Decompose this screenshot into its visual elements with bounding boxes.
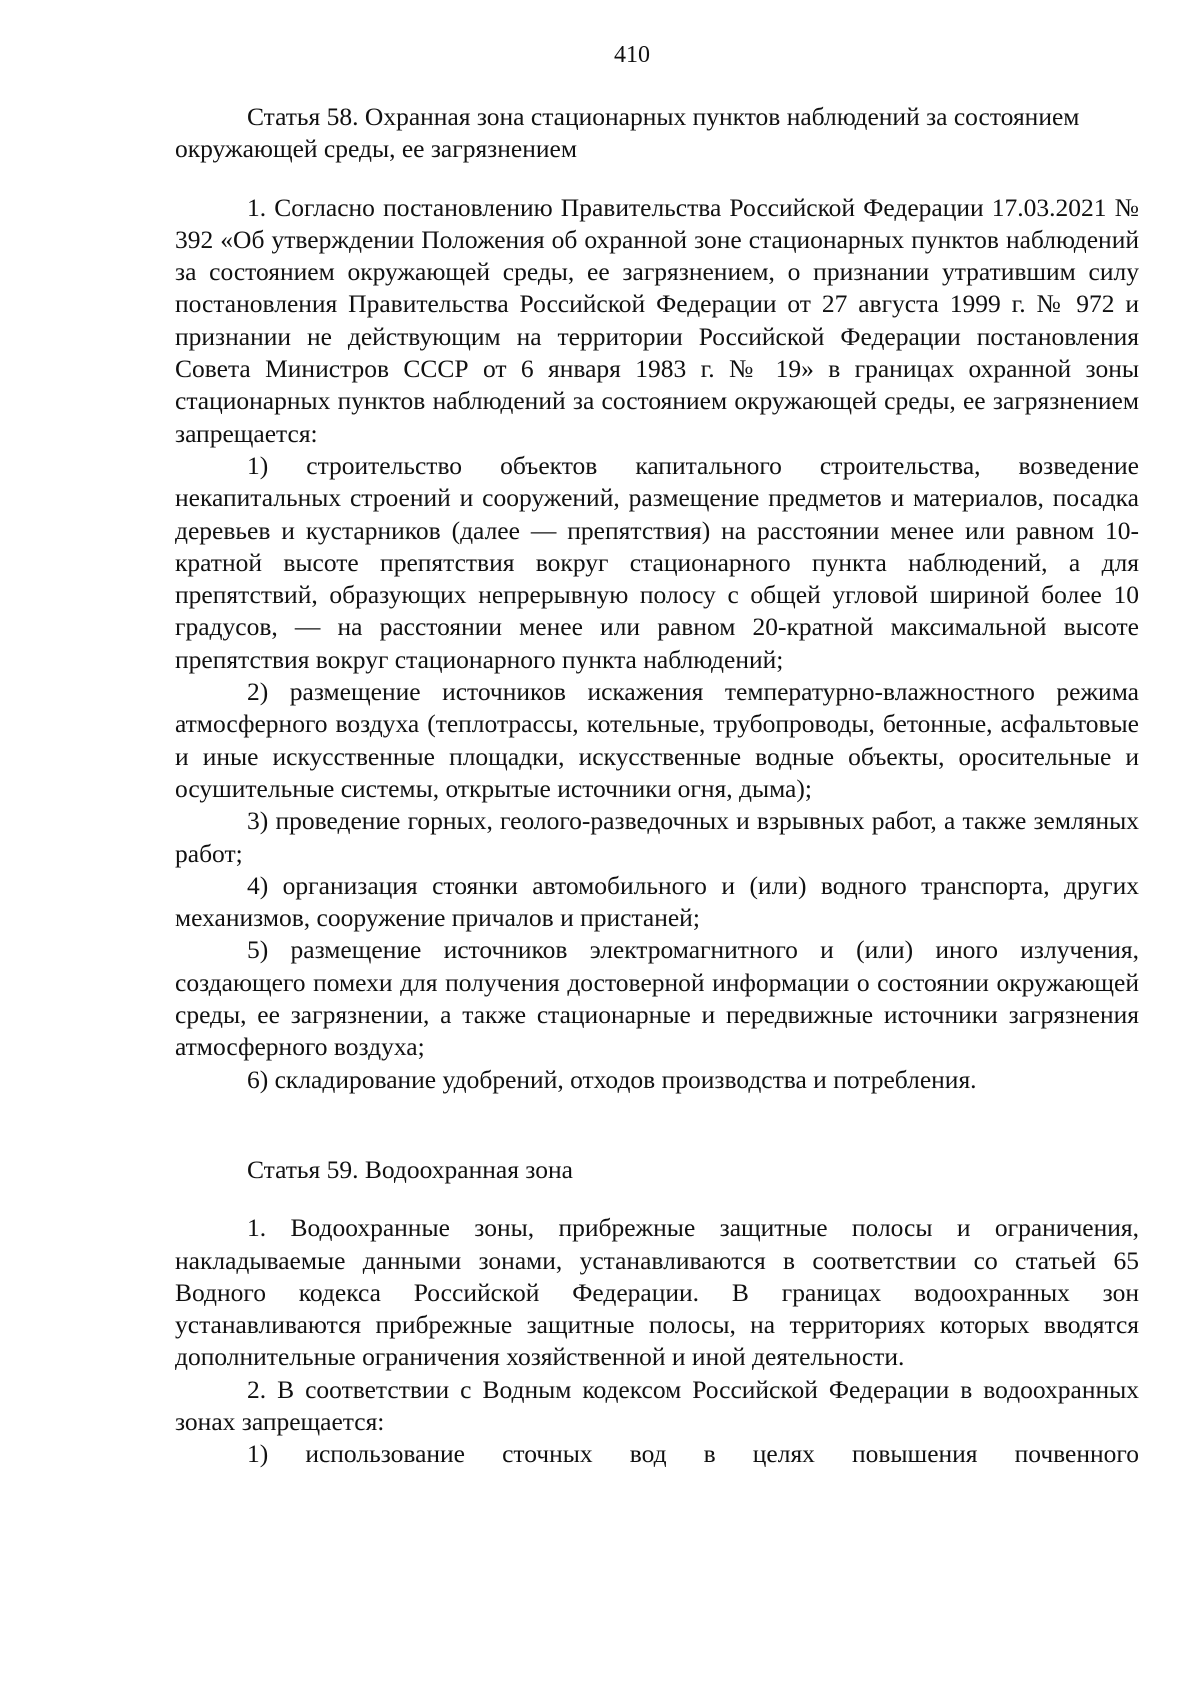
article-58-paragraph-1: 1. Согласно постановлению Правительства Российской Федерации 17.03.2021 № 392 «Об утверждении Положения об охранной зоне стационарных пунктов наблюдений за состоянием окружающей среды, ее загрязнением, о признании утратившим силу постановления Правительства Российской Федерации от 27 августа 1999 г. № 972 и признании не действующим на территории Российской Федерации постановления Совета Министров СССР от 6 января 1983 г. № 19» в границах охранной зоны стационарных пунктов наблюдений за состоянием окружающей среды, ее загрязнением запрещается: bbox=[175, 192, 1139, 448]
article-58-item-4: 4) организация стоянки автомобильного и (или) водного транспорта, других механизмов, сооружение причалов и пристаней; bbox=[175, 870, 1139, 933]
document-body bbox=[175, 101, 1139, 1471]
article-59-paragraph-1: 1. Водоохранные зоны, прибрежные защитные полосы и ограничения, накладываемые данными зонами, устанавливаются в соответствии со статьей 65 Водного кодекса Российской Федерации. В границах водоохранных зон устанавливаются прибрежные защитные полосы, на территориях которых вводятся дополнительные ограничения хозяйственной и иной деятельности. bbox=[175, 1213, 1139, 1372]
article-58-item-1: 1) строительство объектов капитального строительства, возведение некапитальных строений и сооружений, размещение предметов и материалов, посадка деревьев и кустарников (далее — препятствия) на расстоянии менее или равном 10-кратной высоте препятствия вокруг стационарного пункта наблюдений, а для препятствий, образующих непрерывную полосу с общей угловой шириной более 10 градусов, — на расстоянии менее или равном 20-кратной максимальной высоте препятствия вокруг стационарного пункта наблюдений; bbox=[175, 450, 1139, 674]
article-58-item-3: 3) проведение горных, геолого-разведочных и взрывных работ, а также земляных работ; bbox=[175, 806, 1139, 868]
page-number: 410 bbox=[614, 42, 650, 68]
article-58-item-5: 5) размещение источников электромагнитного и (или) иного излучения, создающего помехи для получения достоверной информации о состоянии окружающей среды, ее загрязнении, а также стационарные и передвижные источники загрязнения атмосферного воздуха; bbox=[175, 935, 1139, 1062]
article-58-item-2: 2) размещение источников искажения температурно-влажностного режима атмосферного воздуха (теплотрассы, котельные, трубопроводы, бетонные, асфальтовые и иные искусственные площадки, искусственные водные объекты, оросительные и осушительные системы, открытые источники огня, дыма); bbox=[175, 677, 1139, 803]
article-58-item-6: 6) складирование удобрений, отходов производства и потребления. bbox=[247, 1064, 977, 1094]
article-59-heading: Статья 59. Водоохранная зона bbox=[247, 1154, 573, 1184]
article-58-heading: Статья 58. Охранная зона стационарных пунктов наблюдений за состоянием окружающей среды, ее загрязнением bbox=[175, 102, 1080, 164]
article-59-paragraph-2: 2. В соответствии с Водным кодексом Российской Федерации в водоохранных зонах запрещается: bbox=[175, 1374, 1139, 1436]
article-59-item-1: 1) использование сточных вод в целях повышения почвенного bbox=[247, 1439, 1139, 1469]
